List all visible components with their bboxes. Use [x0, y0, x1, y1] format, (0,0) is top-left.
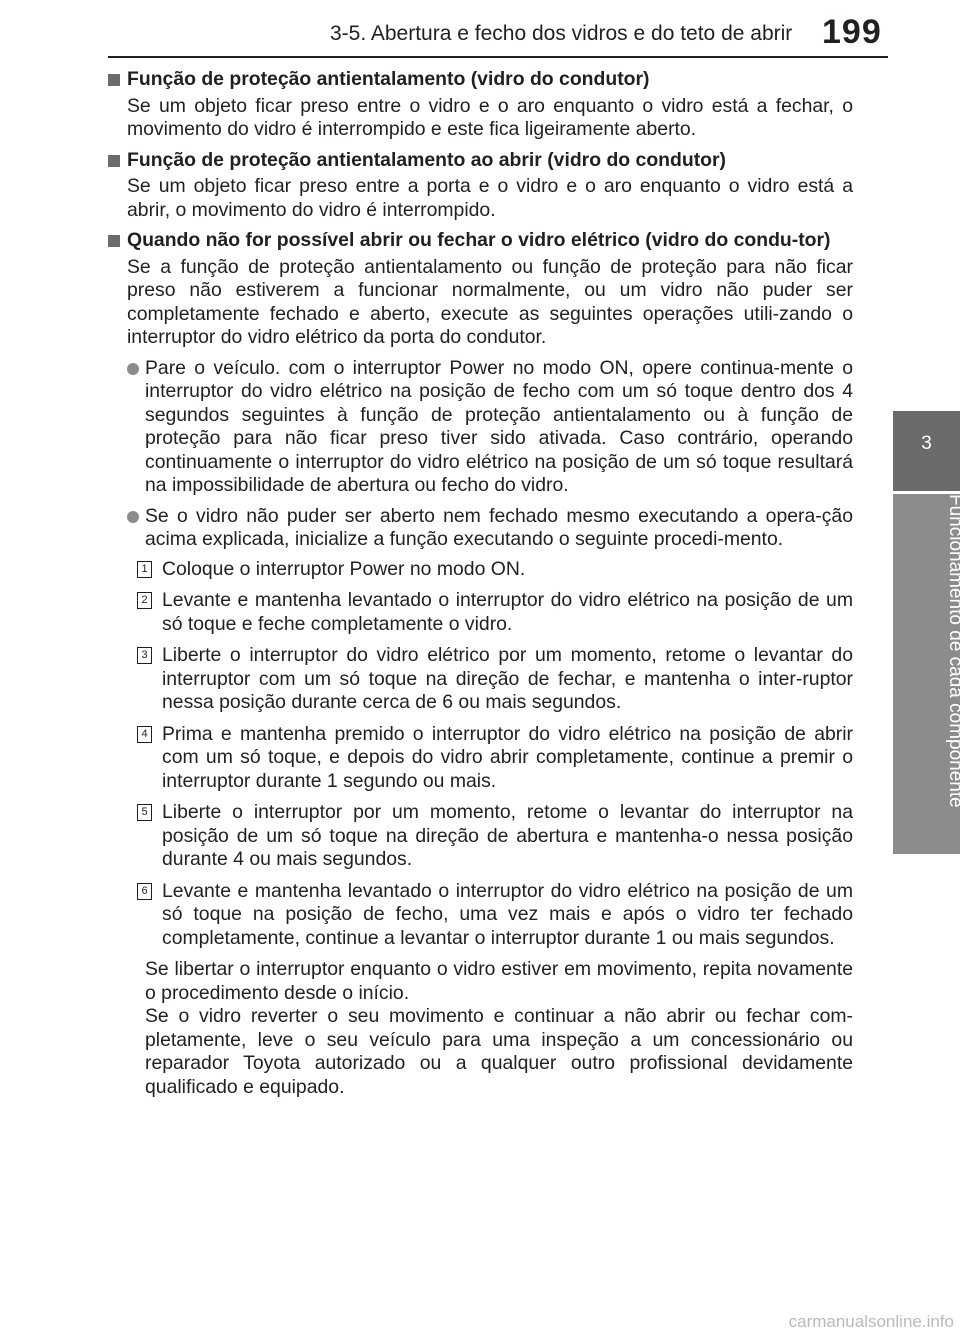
square-bullet-icon	[108, 155, 120, 167]
section-heading	[108, 68, 853, 92]
step-item	[108, 589, 853, 636]
step-number-box: 1	[137, 561, 152, 578]
step-number-box: 5	[137, 804, 152, 821]
step-number-box: 6	[137, 883, 152, 900]
section-heading	[108, 229, 853, 253]
section-heading-text: Quando não for possível abrir ou fechar o vidro elétrico (vidro do condu-tor)	[127, 229, 831, 251]
section-text: Se um objeto ficar preso entre o vidro e o aro enquanto o vidro está a fechar, o movimento do vidro é interrompido e este fica ligeiramente aberto.	[127, 94, 853, 140]
section-text: Se a função de proteção antientalamento ou função de proteção para não ficar preso não estiverem a funcionar normalmente, ou um vidro não puder ser completamente fechado e aberto, execute as seguintes operações utili-zando o interruptor do vidro elétrico da porta do condutor.	[127, 255, 853, 348]
closing-paragraph: Se libertar o interruptor enquanto o vidro estiver em movimento, repita novamente o procedimento desde o início.	[145, 958, 853, 1004]
step-item	[108, 723, 853, 794]
step-item	[108, 644, 853, 715]
page-content	[108, 68, 853, 1099]
section-heading-text: Função de proteção antientalamento (vidro do condutor)	[127, 68, 650, 90]
section	[108, 229, 853, 350]
step-text: Levante e mantenha levantado o interruptor do vidro elétrico na posição de um só toque na posição de fecho, uma vez mais e após o vidro ter fechado completamente, continue a levantar o interruptor durante 1 ou mais segundos.	[162, 879, 853, 949]
circle-bullet-icon	[127, 511, 139, 523]
bullet-item	[108, 505, 853, 552]
circle-bullet-icon	[127, 363, 139, 375]
step-text: Liberte o interruptor por um momento, retome o levantar do interruptor na posição de um só toque na direção de abertura e mantenha-o nessa posição durante 4 ou mais segundos.	[162, 801, 853, 870]
bullet-text: Se o vidro não puder ser aberto nem fechado mesmo executando a opera-ção acima explicada, inicialize a função executando o seguinte procedi-mento.	[145, 504, 853, 550]
step-list	[108, 558, 853, 951]
header-rule	[108, 56, 888, 58]
step-number-box: 3	[137, 647, 152, 664]
section-heading	[108, 149, 853, 173]
chapter-number: 3	[921, 433, 932, 454]
section-text: Se um objeto ficar preso entre a porta e o vidro e o aro enquanto o vidro está a abrir, o movimento do vidro é interrompido.	[127, 175, 853, 221]
step-item	[108, 880, 853, 951]
square-bullet-icon	[108, 74, 120, 86]
bullet-text: Pare o veículo. com o interruptor Power no modo ON, opere continua-mente o interruptor do vidro elétrico na posição de fecho com um só toque dentro dos 4 segundos seguintes à função de proteção antientalamento ou à função de proteção para não ficar preso tiver sido ativada. Caso contrário, operando continuamente o interruptor do vidro elétrico na posição de um só toque resultará na impossibilidade de abertura ou fecho do vidro.	[145, 356, 853, 496]
step-item	[108, 801, 853, 872]
section-heading-text: Função de proteção antientalamento ao abrir (vidro do condutor)	[127, 148, 727, 171]
chapter-label: Funcionamento de cada componente	[945, 494, 966, 808]
step-text: Prima e mantenha premido o interruptor do vidro elétrico na posição de abrir com um só toque, e depois do vidro abrir completamente, continue a premir o interruptor durante 1 segundo ou mais.	[162, 722, 853, 792]
step-text: Coloque o interruptor Power no modo ON.	[162, 557, 526, 580]
section	[108, 68, 853, 142]
watermark: carmanualsonline.info	[788, 1312, 954, 1331]
bullet-item	[108, 357, 853, 498]
square-bullet-icon	[108, 235, 120, 247]
step-item	[108, 558, 853, 582]
section	[108, 149, 853, 223]
closing-note	[108, 958, 853, 1099]
chapter-tab	[893, 411, 960, 491]
step-number-box: 2	[137, 592, 152, 609]
section-header-title: 3-5. Abertura e fecho dos vidros e do teto de abrir	[330, 22, 793, 45]
step-text: Liberte o interruptor do vidro elétrico por um momento, retome o levantar do interruptor com um só toque na direção de fechar, e mantenha o inter-ruptor nessa posição durante cerca de 6 ou mais segundos.	[162, 644, 853, 713]
closing-paragraph: Se o vidro reverter o seu movimento e continuar a não abrir ou fechar com-pletamente, leve o seu veículo para uma inspeção a um concessionário ou reparador Toyota autorizado ou a qualquer outro profissional devidamente qualificado e equipado.	[145, 1005, 853, 1098]
step-text: Levante e mantenha levantado o interruptor do vidro elétrico na posição de um só toque e feche completamente o vidro.	[162, 589, 853, 635]
step-number-box: 4	[137, 726, 152, 743]
page-number: 199	[822, 13, 882, 51]
